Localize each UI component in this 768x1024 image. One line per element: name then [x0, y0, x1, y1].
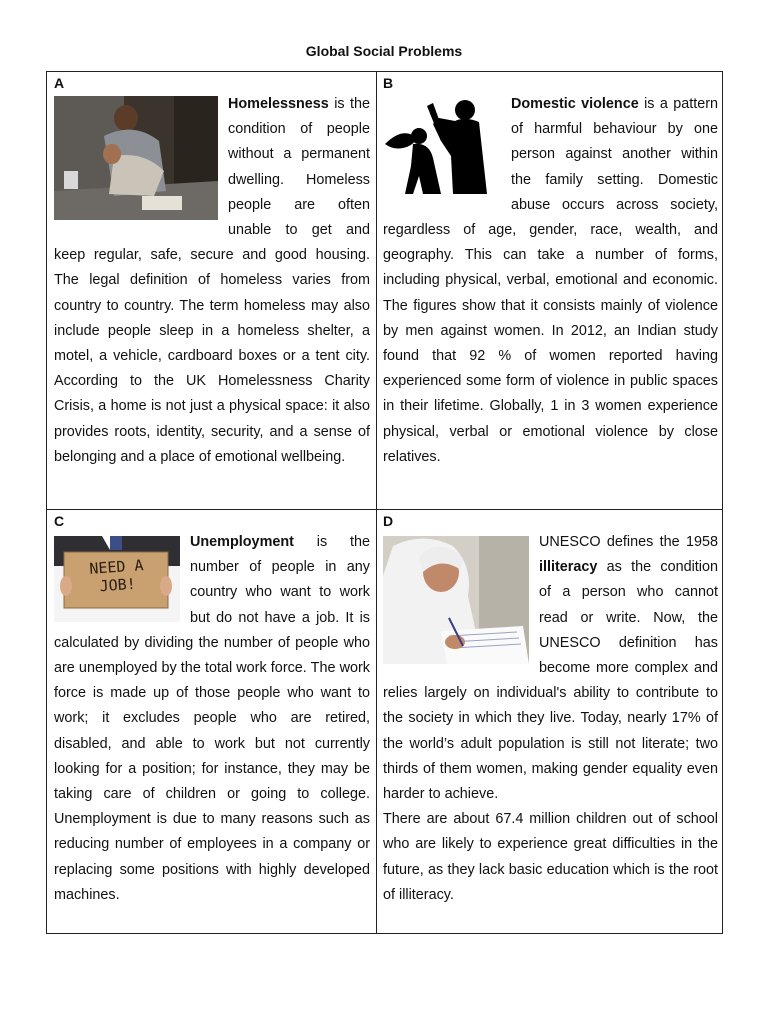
cell-d-body [383, 530, 718, 908]
homeless-people-image [54, 96, 218, 220]
cell-c-body [54, 530, 370, 908]
cell-a-text: is the condition of people without a permanent dwelling. Homeless people are often unable to get and keep regular, safe, secure and good housing. The legal definition of homeless varies from country to country. The term homeless may also include people sleep in a homeless shelter, a motel, a vehicle, cardboard boxes or a tent city. According to the UK Homelessness Charity Crisis, a home is not just a physical space: it also provides roots, identity, security, and a sense of belonging and a place of emotional wellbeing. [54, 96, 370, 465]
cell-a-term: Homelessness [228, 96, 329, 112]
cell-b-body [383, 92, 718, 470]
cell-a [47, 72, 376, 509]
problems-table [46, 71, 723, 934]
cell-c-text: is the number of people in any country who want to work but do not have a job. It is calculated by dividing the number of people who are unemployed by the total work force. The work force is made up of those people who want to work; it excludes people who are retired, disabled, and able to work but not currently looking for a position; for instance, they may be taking care of children or going to college. Unemployment is due to many reasons such as reducing number of employees in a company or replacing some positions with highly developed machines. [54, 534, 370, 903]
domestic-violence-image [383, 96, 501, 194]
cell-d-text-before: UNESCO defines the 1958 [539, 534, 718, 550]
cell-d-letter: D [383, 513, 394, 529]
cell-d-term: illiteracy [539, 559, 598, 576]
page-title: Global Social Problems [305, 43, 463, 59]
cell-b-letter: B [383, 75, 394, 91]
cell-c-letter: C [54, 513, 65, 529]
need-a-job-image [54, 536, 180, 622]
girl-writing-image [383, 536, 529, 664]
cell-d-text-after: as the condition of a person who cannot read or write. Now, the UNESCO definition has become more complex and relies largely on individual's ability to contribute to the society in which they live. Today, nearly 17% of the world’s adult population is still not literate; two thirds of them women, making gender equality even harder to achieve. [383, 559, 718, 803]
cell-d [377, 510, 724, 933]
cell-c [47, 510, 376, 933]
cell-b-term: Domestic violence [511, 96, 639, 112]
cell-b-text: is a pattern of harmful behaviour by one person against another within the family setting. Domestic abuse occurs across society, regardless of age, gender, race, wealth, and geography. This can take a number of forms, including physical, verbal, emotional and economic. The figures show that it consists mainly of violence by men against women. In 2012, an Indian study found that 92 % of women reported having experienced some form of violence in public spaces in their lifetime. Globally, 1 in 3 women experience physical, verbal or emotional violence by close relatives. [383, 96, 718, 465]
cell-a-body [54, 92, 370, 470]
cell-a-letter: A [54, 75, 65, 91]
sign-text: NEED A JOB! [88, 556, 145, 596]
cell-d-paragraph-2: There are about 67.4 million children out of school who are likely to experience great difficulties in the future, as they lack basic education which is the root of illiteracy. [383, 811, 718, 903]
cell-b [377, 72, 724, 509]
cell-c-term: Unemployment [190, 534, 294, 550]
